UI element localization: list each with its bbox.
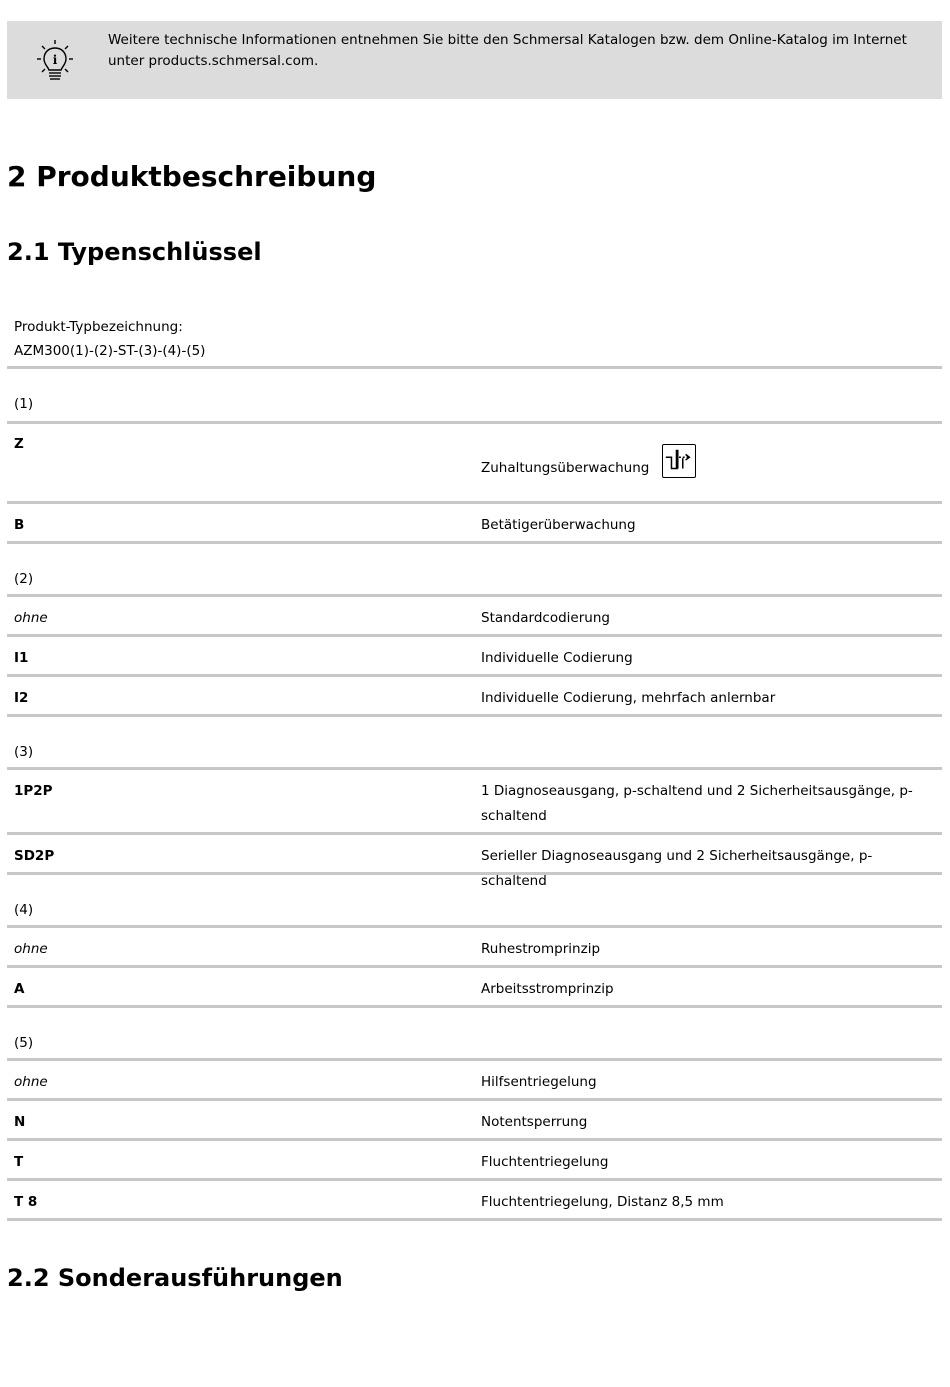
table-row: ohne Ruhestromprinzip <box>14 941 601 957</box>
table-row: N Notentsperrung <box>14 1114 588 1130</box>
group-header: (5) <box>14 1035 34 1051</box>
info-box <box>7 21 942 99</box>
section-heading-sonderausfuehrungen: 2.2 Sonderausführungen <box>7 1264 343 1292</box>
info-line-2: unter products.schmersal.com. <box>108 53 319 69</box>
table-row: T Fluchtentriegelung <box>14 1154 609 1170</box>
group-header: (4) <box>14 902 34 918</box>
table-row: ohne Hilfsentriegelung <box>14 1074 597 1090</box>
type-designation-code: AZM300(1)-(2)-ST-(3)-(4)-(5) <box>14 343 206 359</box>
lock-monitoring-icon <box>662 444 696 478</box>
table-row: Z Zuhaltungsüberwachung <box>7 424 942 501</box>
table-row: ohne Standardcodierung <box>14 610 610 626</box>
type-designation-label: Produkt-Typbezeichnung: <box>14 319 183 335</box>
section-heading-produktbeschreibung: 2 Produktbeschreibung <box>7 160 377 193</box>
group-header: (3) <box>14 744 34 760</box>
group-header: (2) <box>14 571 34 587</box>
table-row: T 8 Fluchtentriegelung, Distanz 8,5 mm <box>14 1194 724 1210</box>
section-heading-typenschluessel: 2.1 Typenschlüssel <box>7 238 262 266</box>
group-header: (1) <box>14 396 34 412</box>
type-designation <box>14 315 205 363</box>
table-row: I2 Individuelle Codierung, mehrfach anlernbar <box>14 690 776 706</box>
table-row: B Betätigerüberwachung <box>14 517 636 533</box>
info-line-1: Weitere technische Informationen entnehmen Sie bitte den Schmersal Katalogen bzw. dem Online-Katalog im Internet <box>108 32 907 48</box>
row-desc: Zuhaltungsüberwachung <box>481 460 650 476</box>
type-key-table <box>7 366 942 1221</box>
info-text <box>108 30 928 72</box>
table-row: SD2P Serieller Diagnoseausgang und 2 Sicherheitsausgänge, p-schaltend <box>14 848 873 889</box>
svg-text:i: i <box>52 53 58 67</box>
lightbulb-info-icon <box>35 39 75 83</box>
table-row: I1 Individuelle Codierung <box>14 650 633 666</box>
table-row: A Arbeitsstromprinzip <box>14 981 614 997</box>
table-row: 1P2P 1 Diagnoseausgang, p-schaltend und 2 Sicherheitsausgänge, p-schaltend <box>14 783 913 824</box>
